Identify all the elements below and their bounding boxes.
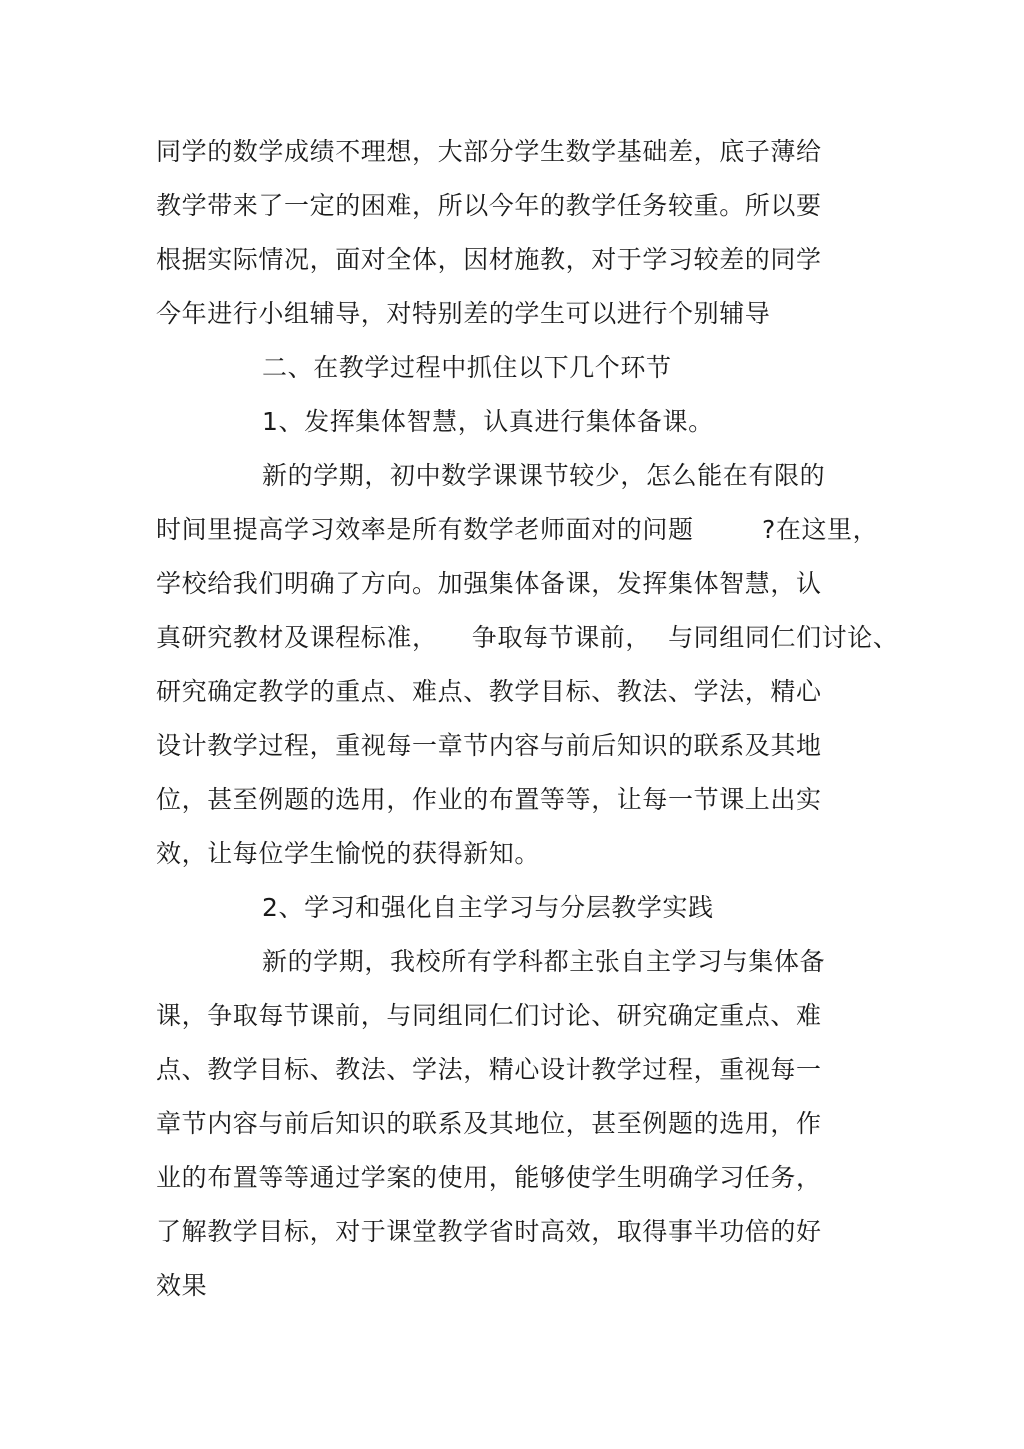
text-line: 同学的数学成绩不理想，大部分学生数学基础差，底子薄给 [156, 137, 822, 166]
text-line: 效果 [156, 1271, 208, 1300]
text-line: 根据实际情况，面对全体，因材施教，对于学习较差的同学 [156, 245, 822, 274]
text-line: 效，让每位学生愉悦的获得新知。 [156, 839, 541, 868]
section-heading: 二、在教学过程中抓住以下几个环节 [262, 353, 672, 382]
text-line: 了解教学目标，对于课堂教学省时高效，取得事半功倍的好 [156, 1217, 822, 1246]
text-line: 学校给我们明确了方向。加强集体备课，发挥集体智慧，认 [156, 569, 822, 598]
text-line: 时间里提高学习效率是所有数学老师面对的问题 ?在这里， [156, 515, 879, 544]
text-line: 点、教学目标、教法、学法，精心设计教学过程，重视每一 [156, 1055, 822, 1084]
text-line: 位，甚至例题的选用，作业的布置等等，让每一节课上出实 [156, 785, 822, 814]
subsection-heading: 2、学习和强化自主学习与分层教学实践 [262, 893, 714, 922]
text-line: 课，争取每节课前，与同组同仁们讨论、研究确定重点、难 [156, 1001, 822, 1030]
text-line: 章节内容与前后知识的联系及其地位，甚至例题的选用，作 [156, 1109, 822, 1138]
text-line: 研究确定教学的重点、难点、教学目标、教法、学法，精心 [156, 677, 822, 706]
text-line: 新的学期，我校所有学科都主张自主学习与集体备 [262, 947, 826, 976]
text-line: 教学带来了一定的困难，所以今年的教学任务较重。所以要 [156, 191, 822, 220]
text-line: 业的布置等等通过学案的使用，能够使学生明确学习任务， [156, 1163, 822, 1192]
text-line: 真研究教材及课程标准， 争取每节课前， 与同组同仁们讨论、 [156, 623, 899, 652]
subsection-heading: 1、发挥集体智慧，认真进行集体备课。 [262, 407, 714, 436]
text-line: 设计教学过程，重视每一章节内容与前后知识的联系及其地 [156, 731, 822, 760]
text-line: 新的学期，初中数学课课节较少，怎么能在有限的 [262, 461, 826, 490]
text-line: 今年进行小组辅导，对特别差的学生可以进行个别辅导 [156, 299, 771, 328]
